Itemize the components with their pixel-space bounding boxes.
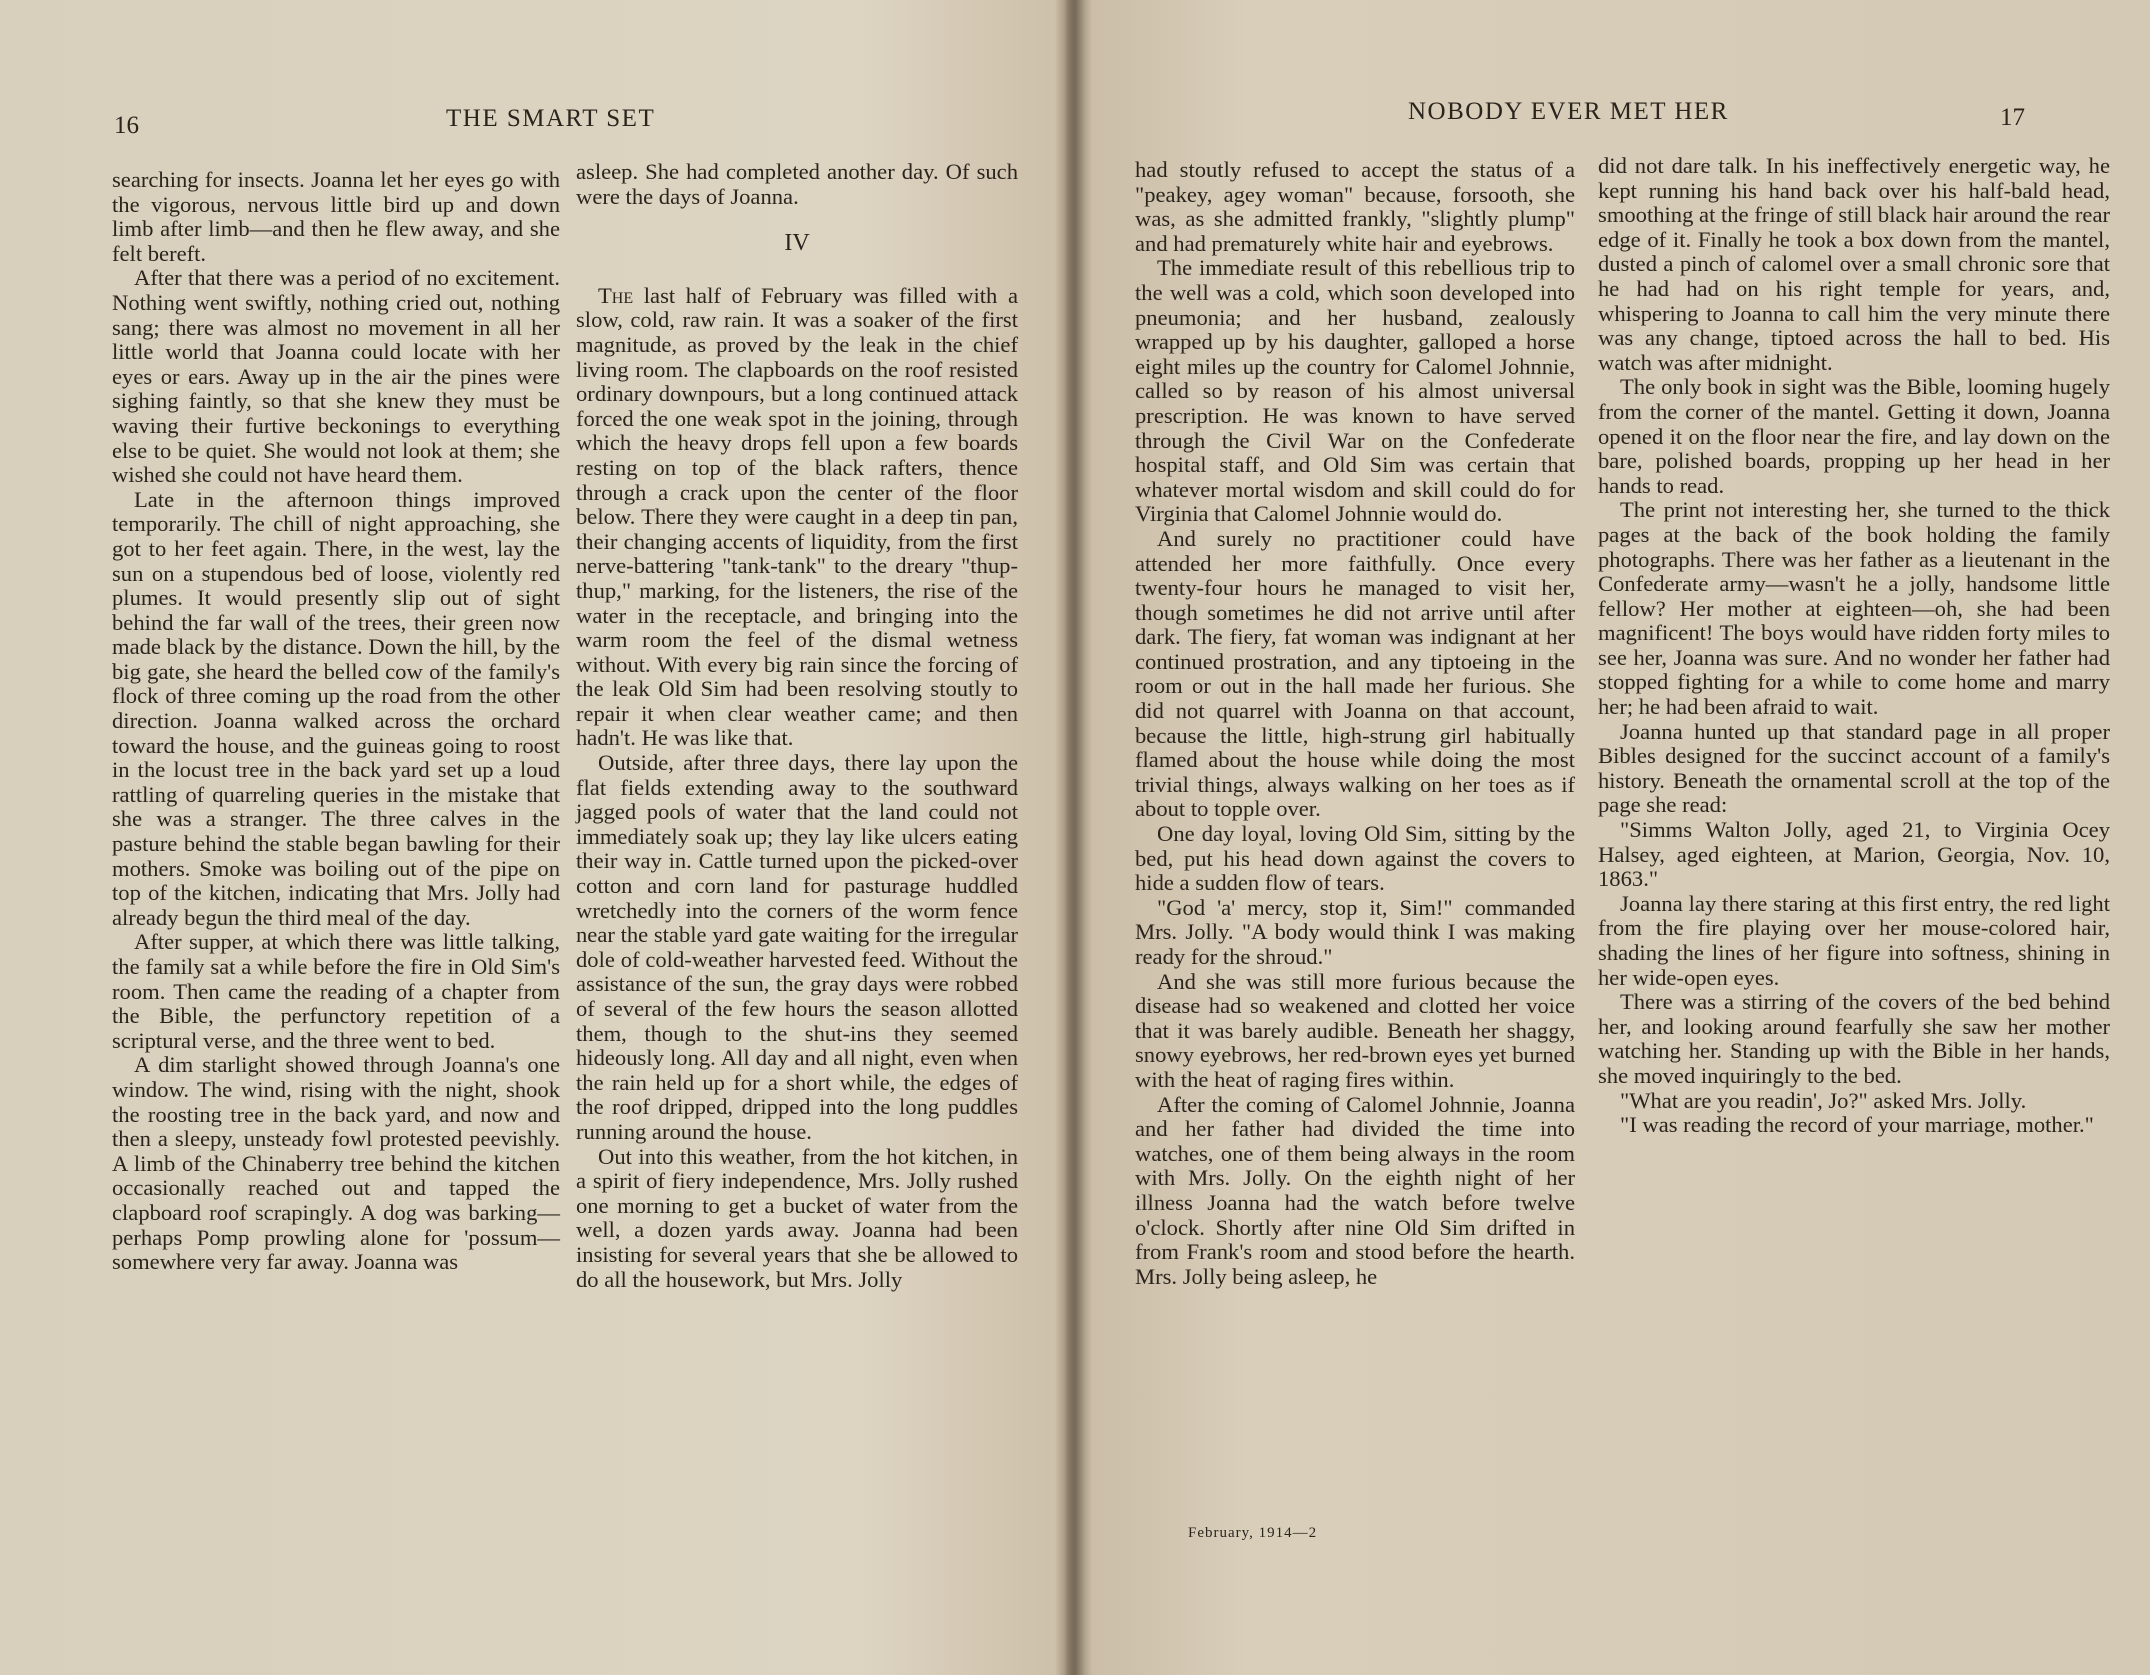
paragraph: One day loyal, loving Old Sim, sitting by the bed, put his head down against the covers to hide a sudden flow of tears. (1135, 821, 1575, 896)
left-column-2 (576, 160, 1018, 1292)
paragraph: asleep. She had completed another day. Of such were the days of Joanna. (576, 159, 1018, 209)
paragraph: "I was reading the record of your marriage, mother." (1620, 1112, 2094, 1138)
paragraph: A dim starlight showed through Joanna's one window. The wind, rising with the night, shook the roosting tree in the back yard, and now and then a sleepy, unsteady fowl protested peevishly. A limb of the Chinaberry tree behind the kitchen occasionally reached out and tapped the clapboard roof scrapingly. A dog was barking—perhaps Pomp prowling alone for 'possum—somewhere very far away. Joanna was (112, 1052, 560, 1275)
left-column-1 (112, 168, 560, 1275)
paragraph: And surely no practitioner could have attended her more faithfully. Once every twenty-four hours he managed to visit her, though sometimes he did not arrive until after dark. The fiery, fat woman was indignant at her continued prostration, and any tiptoeing in the room or out in the hall made her furious. She did not quarrel with Joanna on that account, because the little, high-strung girl habitually flamed about the house while doing the most trivial things, always walking on her toes as if about to topple over. (1135, 525, 1575, 822)
lead-in: The (598, 282, 634, 308)
running-head-right: NOBODY EVER MET HER (1408, 98, 1729, 125)
running-head-left: THE SMART SET (446, 105, 656, 132)
right-column-2 (1598, 154, 2110, 1138)
paragraph: The last half of February was filled with a slow, cold, raw rain. It was a soaker of the first magnitude, as proved by the leak in the chief living room. The clapboards on the roof resisted ordinary downpours, but a long continued attack forced the one weak spot in the joining, through which the heavy drops fell upon a few boards resting on top of the black rafters, thence through a crack upon the center of the floor below. There they were caught in a deep tin pan, their changing accents of liquidity, from the first nerve-battering "tank-tank" to the dreary "thup-thup," marking, for the listeners, the rise of the water in the receptacle, and bringing into the warm room the feel of the dismal wetness without. With every big rain since the forcing of the leak Old Sim had been resolving stoutly to repair it when clear weather came; and then hadn't. He was like that. (576, 282, 1018, 751)
paragraph: Out into this weather, from the hot kitchen, in a spirit of fiery independence, Mrs. Jolly rushed one morning to get a bucket of water from the well, a dozen yards away. Joanna had been insisting for several years that she be allowed to do all the housework, but Mrs. Jolly (576, 1143, 1018, 1292)
paragraph: Joanna hunted up that standard page in all proper Bibles designed for the succinct account of a family's history. Beneath the ornamental scroll at the top of the page she read: (1598, 718, 2110, 818)
paragraph: "God 'a' mercy, stop it, Sim!" commanded Mrs. Jolly. "A body would think I was making ready for the shroud." (1135, 894, 1575, 969)
paragraph: There was a stirring of the covers of the bed behind her, and looking around fearfully she saw her mother watching her. Standing up with the Bible in her hands, she moved inquiringly to the bed. (1598, 989, 2110, 1088)
paragraph: After supper, at which there was little talking, the family sat a while before the fire in Old Sim's room. Then came the reading of a chapter from the Bible, the perfunctory repetition of a scriptural verse, and the three went to bed. (112, 929, 560, 1053)
paragraph: After that there was a period of no excitement. Nothing went swiftly, nothing cried out, nothing sang; there was almost no movement in all her little world that Joanna could locate with her eyes or ears. Away up in the air the pines were sighing faintly, so that she knew they must be waving their furtive beckonings to everything else to be quiet. She would not look at them; she wished she could not have heard them. (112, 265, 560, 488)
paragraph: The only book in sight was the Bible, looming hugely from the corner of the mantel. Getting it down, Joanna opened it on the floor near the fire, and lay down on the bare, polished boards, propping up her head in her hands to read. (1598, 374, 2110, 498)
paragraph: Outside, after three days, there lay upon the flat fields extending away to the southward jagged pools of water that the land could not immediately soak up; they lay like ulcers eating their way in. Cattle turned upon the picked-over cotton and corn land for pasturage huddled wretchedly into the corners of the worm fence near the stable yard gate waiting for the irregular dole of cold-weather harvested feed. Without the assistance of the sun, the gray days were robbed of several of the few hours the season allotted them, though to the shut-ins they seemed hideously long. All day and all night, even when the rain held up for a short while, the edges of the roof dripped, dripped into the long puddles running around the house. (576, 750, 1018, 1144)
issue-footer: February, 1914—2 (1188, 1525, 1318, 1541)
paragraph: "Simms Walton Jolly, aged 21, to Virginia Ocey Halsey, aged eighteen, at Marion, Georgia, Nov. 10, 1863." (1598, 817, 2110, 892)
page-number-right: 17 (2000, 104, 2025, 131)
paragraph: searching for insects. Joanna let her eyes go with the vigorous, nervous little bird up and down limb after limb—and then he flew away, and she felt bereft. (112, 167, 560, 266)
paragraph: The print not interesting her, she turned to the thick pages at the back of the book holding the family photographs. There was her father as a lieutenant in the Confederate army—wasn't he a jolly, handsome little fellow? Her mother at eighteen—oh, she had been magnificent! The boys would have ridden forty miles to see her, Joanna was sure. And no wonder her father had stopped fighting for a while to come home and marry her; he had been afraid to wait. (1598, 497, 2110, 720)
right-column-1 (1135, 158, 1575, 1289)
paragraph: Joanna lay there staring at this first entry, the red light from the fire playing over her mouse-colored hair, shading the lines of her figure into softness, shining in her wide-open eyes. (1598, 890, 2110, 990)
left-page (0, 0, 1060, 1675)
paragraph: "What are you readin', Jo?" asked Mrs. Jolly. (1620, 1087, 2027, 1113)
paragraph: After the coming of Calomel Johnnie, Joanna and her father had divided the time into watches, one of them being always in the room with Mrs. Jolly. On the eighth night of her illness Joanna had the watch before twelve o'clock. Shortly after nine Old Sim drifted in from Frank's room and stood before the hearth. Mrs. Jolly being asleep, he (1135, 1091, 1575, 1289)
right-page (1078, 0, 2150, 1675)
paragraph: did not dare talk. In his ineffectively energetic way, he kept running his hand back over his half-bald head, smoothing at the fringe of still black hair around the rear edge of it. Finally he took a box down from the mantel, dusted a pinch of calomel over a small chronic sore that he had had on his right temple for years, and, whispering to Joanna to call him the very minute there was any change, tiptoed across the hall to bed. His watch was after midnight. (1598, 153, 2110, 375)
paragraph: had stoutly refused to accept the status of a "peakey, agey woman" because, forsooth, she was, as she admitted frankly, "slightly plump" and had prematurely white hair and eyebrows. (1135, 157, 1575, 256)
paragraph: Late in the afternoon things improved temporarily. The chill of night approaching, she got to her feet again. There, in the west, lay the sun on a stupendous bed of loose, violently red plumes. It would presently slip out of sight behind the far wall of the trees, their green now made black by the distance. Down the hill, by the big gate, she heard the belled cow of the family's flock of three coming up the road from the other direction. Joanna walked across the orchard toward the house, and the guineas going to roost in the locust tree in the back yard set up a loud rattling of quarreling queries in the mistake that she was a stranger. The three calves in the pasture behind the stable began bawling for their mothers. Smoke was boiling out of the pipe on top of the kitchen, indicating that Mrs. Jolly had already begun the third meal of the day. (112, 486, 560, 930)
paragraph: The immediate result of this rebellious trip to the well was a cold, which soon developed into pneumonia; and her husband, zealously wrapped up by his daughter, galloped a horse eight miles up the country for Calomel Johnnie, called so by reason of his almost universal prescription. He was known to have served through the Civil War on the Confederate hospital staff, and Old Sim was certain that whatever mortal wisdom and skill could do for Virginia that Calomel Johnnie would do. (1135, 255, 1575, 527)
section-number: IV (784, 230, 810, 257)
page-number-left: 16 (114, 112, 139, 139)
paragraph: And she was still more furious because the disease had so weakened and clotted her voice that it was barely audible. Beneath her shaggy, snowy eyebrows, her red-brown eyes yet burned with the heat of raging fires within. (1135, 968, 1575, 1092)
